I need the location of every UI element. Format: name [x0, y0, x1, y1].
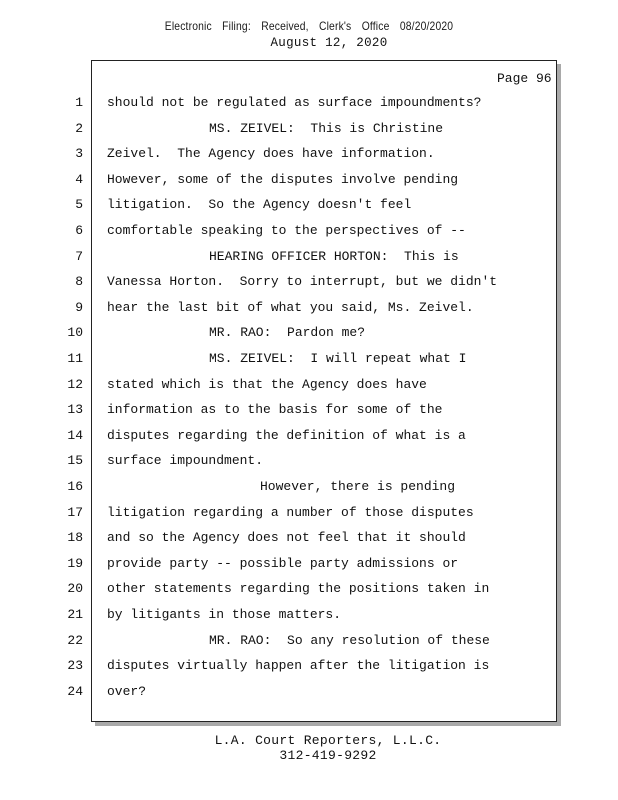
- transcript-line: [0, 581, 560, 597]
- transcript-line: [0, 658, 560, 674]
- line-number: 10: [67, 325, 83, 341]
- transcript-line: [0, 684, 560, 700]
- line-number: 14: [67, 427, 83, 443]
- reporter-company: L.A. Court Reporters, L.L.C.: [214, 733, 442, 748]
- line-number: 21: [67, 607, 83, 622]
- transcript-line: [0, 223, 560, 239]
- transcript-line: [0, 556, 560, 572]
- line-text: provide party -- possible party admissions or: [107, 555, 459, 571]
- line-text: should not be regulated as surface impoundments?: [107, 95, 482, 110]
- line-text: litigation regarding a number of those disputes: [107, 504, 474, 520]
- line-number: 7: [75, 248, 83, 264]
- transcript-line: [0, 95, 560, 111]
- reporter-phone: 312-419-9292: [279, 748, 377, 763]
- stamp-part: Received,: [261, 19, 309, 33]
- line-text: Zeivel. The Agency does have information.: [107, 146, 435, 162]
- line-number: 9: [75, 299, 83, 315]
- transcript-line: [0, 479, 560, 495]
- line-text: MS. ZEIVEL: I will repeat what I: [209, 351, 467, 366]
- line-text: litigation. So the Agency doesn't feel: [107, 197, 412, 213]
- transcript-line: [0, 274, 560, 290]
- line-text: However, some of the disputes involve pending: [107, 171, 459, 187]
- transcript-line: [0, 172, 560, 188]
- line-number: 6: [75, 223, 83, 238]
- line-text: disputes regarding the definition of what is a: [107, 427, 466, 443]
- line-text: HEARING OFFICER HORTON: This is: [209, 248, 459, 264]
- line-number: 20: [67, 581, 83, 597]
- line-number: 15: [67, 453, 83, 469]
- transcript-line: [0, 402, 560, 418]
- line-text: MS. ZEIVEL: This is Christine: [209, 120, 444, 136]
- stamp-part: Electronic: [164, 19, 212, 33]
- line-text: over?: [107, 683, 147, 699]
- line-number: 24: [67, 683, 83, 699]
- line-text: and so the Agency does not feel that it should: [107, 530, 466, 546]
- line-number: 5: [75, 197, 83, 213]
- line-number: 2: [75, 120, 83, 136]
- transcript-line: [0, 633, 560, 649]
- line-number: 1: [75, 95, 83, 110]
- transcript-line: [0, 530, 560, 546]
- line-number: 17: [67, 504, 83, 520]
- line-number: 11: [67, 351, 83, 366]
- efiling-stamp: [43, 19, 574, 33]
- transcript-line: [0, 197, 560, 213]
- line-text: Vanessa Horton. Sorry to interrupt, but we didn't: [107, 274, 498, 290]
- transcript-line: [0, 607, 560, 623]
- line-number: 8: [75, 274, 83, 290]
- line-text: hear the last bit of what you said, Ms. Zeivel.: [107, 299, 474, 315]
- line-number: 4: [75, 171, 83, 187]
- line-text: stated which is that the Agency does have: [107, 376, 427, 392]
- line-number: 13: [67, 402, 83, 418]
- transcript-line: [0, 351, 560, 367]
- line-number: 23: [67, 658, 83, 674]
- line-text: other statements regarding the positions taken in: [107, 581, 490, 597]
- line-text: disputes virtually happen after the litigation is: [107, 658, 490, 674]
- line-text: surface impoundment.: [107, 453, 264, 469]
- line-text: MR. RAO: So any resolution of these: [209, 632, 490, 648]
- line-number: 12: [67, 376, 83, 392]
- line-text: information as to the basis for some of the: [107, 402, 443, 418]
- stamp-part: Office: [361, 19, 390, 33]
- line-number: 22: [67, 632, 83, 648]
- line-number: 16: [67, 479, 83, 494]
- line-text: MR. RAO: Pardon me?: [209, 325, 366, 341]
- line-text: by litigants in those matters.: [107, 607, 342, 622]
- page-number: Page 96: [497, 71, 552, 86]
- stamp-part: 08/20/2020: [399, 19, 454, 33]
- transcript-line: [0, 428, 560, 444]
- stamp-part: Clerk's: [318, 19, 352, 33]
- line-number: 3: [75, 146, 83, 162]
- transcript-date: August 12, 2020: [270, 36, 388, 50]
- transcript-line: [0, 453, 560, 469]
- line-text: comfortable speaking to the perspectives of --: [107, 223, 466, 238]
- transcript-line: [0, 121, 560, 137]
- transcript-line: [0, 505, 560, 521]
- stamp-part: Filing:: [222, 19, 251, 33]
- transcript-line: [0, 325, 560, 341]
- transcript-line: [0, 377, 560, 393]
- line-number: 18: [67, 530, 83, 546]
- line-text: However, there is pending: [260, 479, 456, 494]
- transcript-line: [0, 146, 560, 162]
- line-number: 19: [67, 555, 83, 571]
- transcript-line: [0, 249, 560, 265]
- transcript-line: [0, 300, 560, 316]
